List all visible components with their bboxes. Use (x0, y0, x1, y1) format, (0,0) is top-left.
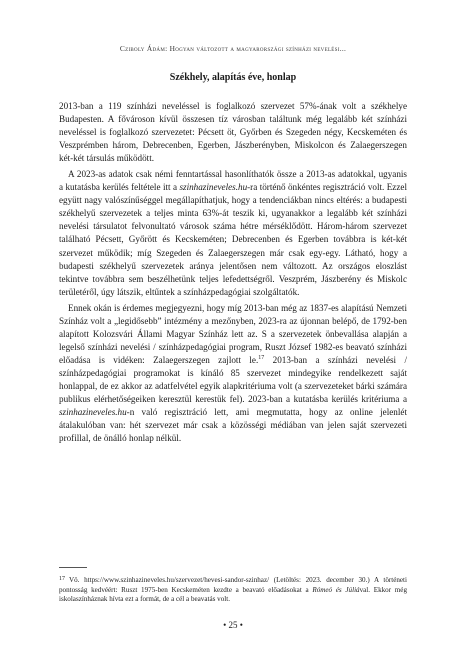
paragraph-3-website: szinhazineveles.hu (59, 407, 127, 418)
paragraph-2-text-a: A 2023-as adatok csak némi fenntartással hasonlíthatók össze a 2013-as adatokkal, ugyanis a kutatásba kerülés feltétele itt a (59, 169, 407, 193)
paragraph-3-text-b: 2013-ban a színházi nevelési / színházpedagógiai programokat is kínáló 85 szervezet mindegyike rendelkezett saját honlappal, de ez akkor az adatfelvétel egyik alapkritériuma volt (a szervezeteket bárki számára publikus elérhetőségeiken keresztül kerestük fel). 2023-ban a kutatásba kerülés kritériuma a (59, 354, 408, 405)
footnote-text-a: Vö. https://www.szinhazineveles.hu/szervezet/hevesi-sandor-szinhaz/ (Letöltés: 2023. december 30.) A történeti pontosság kedvéért: Ruszt 1975-ben Kecskeméten kezdte a beavató előadásokat a (59, 576, 407, 594)
paragraph-3-text-c: -n való regisztráció lett, ami megmutatta, hogy az online jelenlét átalakulóban van: hét szervezet már csak a közösségi médiában van jelen saját szervezeti profillal, de önálló honlap nélkül. (59, 407, 407, 444)
paragraph-1 (59, 100, 407, 165)
footnote-number: 17 (59, 576, 65, 582)
section-title: Székhely, alapítás éve, honlap (169, 72, 297, 83)
footnote-divider (59, 567, 87, 568)
paragraph-2-website: szinhazineveles.hu (179, 182, 248, 193)
paragraph-1-text: 2013-ban a 119 színházi neveléssel is foglalkozó szervezet 57%-ának volt a székhelye Budapesten. A fővároson kívül összesen tíz városban találtunk még legalább két színházi neveléssel is foglalkozó szervezetet: Pécsett öt, Győrben és Szegeden négy, Kecskeméten és Veszprémben három, Debrecenben, Egerben, Jászberényben, Miskolcon és Zalaegerszegen két-két társulás működött. (59, 101, 407, 164)
paragraph-3 (59, 302, 407, 446)
paragraph-3-text-a: Ennek okán is érdemes megjegyezni, hogy míg 2013-ban még az 1837-es alapítású Nemzeti Színház volt a „legidősebb” intézmény a mezőnyben, 2023-ra az újonnan belépő, de 1792-ben alapított Kolozsvári Állami Magyar Színház lett az. S a szervezetek önbevallása alapján a legelső színházi nevelési / színházpedagógiai program, Ruszt József 1982-es beavató színházi előadása is vidéken: Zalaegerszegen zajlott le. (59, 302, 407, 365)
running-head: Cziboly Ádám: Hogyan változott a magyarországi színházi nevelési... (119, 44, 347, 53)
paragraph-2 (59, 168, 407, 298)
footnote-italic-title: Rómeó és Júliá (312, 585, 360, 594)
footnote-text-b: val. Ekkor még iskolaszínháznak hívta ezt a formát, de a cél a beavatás volt. (59, 585, 408, 604)
page-number: • 25 • (223, 620, 243, 630)
body-text (59, 100, 407, 448)
paragraph-2-text-b: -ra történő önkéntes regisztráció volt. Ezzel együtt nagy valószínűséggel megállapíthatjuk, hogy a tendenciákban nincs eltérés: a budapesti székhelyű szervezetek a teljes minta 63%-át teszik ki, ugyanakkor a legalább két színházi nevelési társulatot felvonultató városok száma hétre mérséklődött. Három-három szervezet található Pécsett, Győrött és Kecskeméten; Debrecenben és Egerben továbbra is két-két szervezet működik; míg Szegeden és Zalaegerszegen már csak egy-egy. Látható, hogy a budapesti székhelyű szervezetek aránya jelentősen nem változott. Az országos eloszlást tekintve továbbra sem beszélhetünk teljes lefedettségről. Veszprém, Jászberény és Miskolc területéről, úgy látszik, eltűntek a színházpedagógiai szolgáltatók. (59, 182, 407, 297)
footnote-reference[interactable]: 17 (258, 354, 265, 361)
footnote (59, 575, 407, 605)
